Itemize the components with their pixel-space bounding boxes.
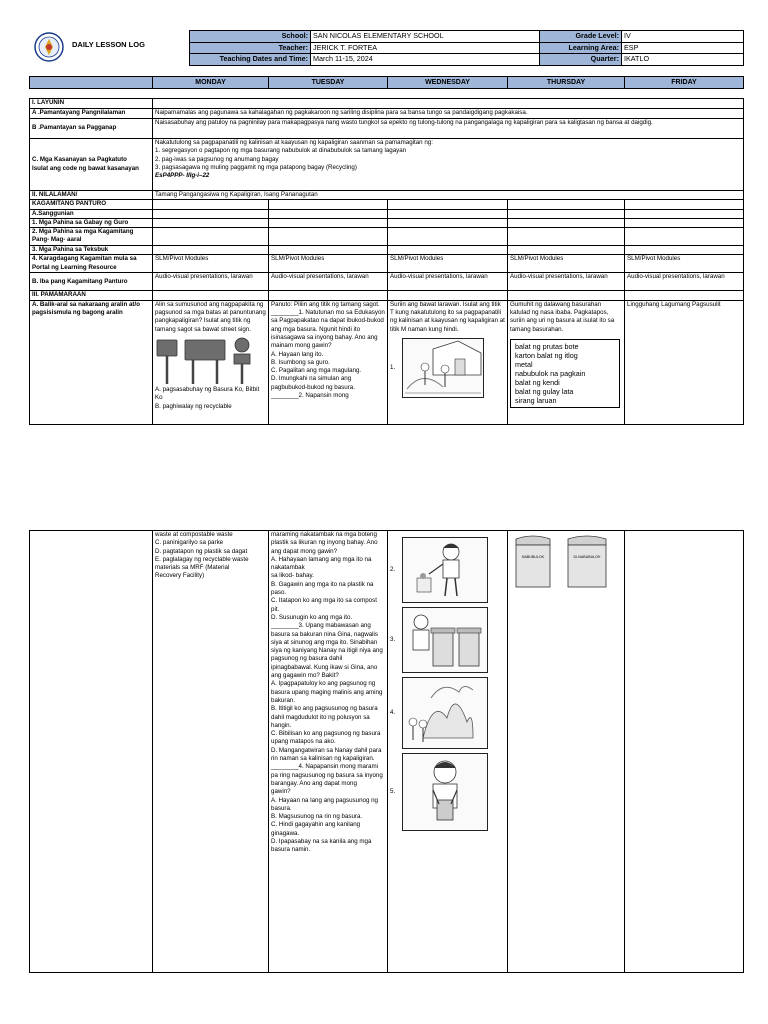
tuesday-activity-cell bbox=[269, 300, 388, 424]
monday-continued-cell bbox=[153, 531, 269, 973]
days-corner bbox=[30, 77, 153, 89]
portal-label: 4. Karagdagang Kagamitan mula sa Portal ng Learning Resource bbox=[30, 255, 153, 273]
teksbuk-label: 3. Mga Pahina sa Teksbuk bbox=[30, 246, 153, 255]
thursday-bins-cell bbox=[508, 531, 625, 973]
document-title: DAILY LESSON LOG bbox=[72, 40, 145, 49]
waste-word-list: balat ng prutas bote karton balat ng itlog metal nabubulok na pagkain balat ng kendi balat ng gulay lata sirang laruan bbox=[510, 339, 620, 408]
gabay-guro-label: 1. Mga Pahina sa Gabay ng Guro bbox=[30, 218, 153, 227]
empty-cell bbox=[269, 246, 388, 255]
page2-label-cell bbox=[30, 531, 153, 973]
empty-cell bbox=[625, 246, 744, 255]
wednesday-instruction: Suriin ang bawat larawan. Isulat ang titik T kung nakatutulong ito sa pagpapanatili ng kalinisan at kaayusan ng kapaligiran at titik M naman kung hindi. bbox=[390, 300, 505, 333]
deped-seal bbox=[34, 32, 64, 62]
kasanayan-code: EsP4PPP- IIIg-i–22 bbox=[155, 172, 210, 180]
iba-thursday: Audio-visual presentations, larawan bbox=[508, 273, 625, 291]
pamantayang-pangnilalaman-text: Naipamamalas ang pagunawa sa kahalagahan ng pagkakaroon ng sariling disiplina para sa bansa tungo sa pandaigdigang pagkakaisa. bbox=[153, 109, 744, 119]
wednesday-item-number: 1. bbox=[390, 363, 396, 371]
portal-tuesday: SLM/Pivot Modules bbox=[269, 255, 388, 273]
iba-friday: Audio-visual presentations, larawan bbox=[625, 273, 744, 291]
wednesday-item-number: 4. bbox=[390, 708, 396, 716]
empty-cell bbox=[508, 218, 625, 227]
kasanayan-label: C. Mga Kasanayan sa Pagkatuto Isulat ang code ng bawat kasanayan bbox=[30, 139, 153, 191]
area-label: Learning Area: bbox=[540, 42, 622, 54]
teacher-value: JERICK T. FORTEA bbox=[311, 42, 540, 54]
lesson-table-page2 bbox=[29, 530, 744, 973]
day-thursday: THURSDAY bbox=[508, 77, 625, 89]
trash-bins-image bbox=[510, 533, 622, 592]
bin-di-nabubulok-label: DI-NABUBULOK bbox=[573, 555, 601, 559]
empty-cell bbox=[625, 209, 744, 218]
nilalaman-label: II. NILALAMAN/ bbox=[30, 191, 153, 200]
thursday-activity-cell bbox=[508, 300, 625, 424]
empty-cell bbox=[388, 291, 508, 300]
monday-activity-cell bbox=[153, 300, 269, 424]
wednesday-activity-cell bbox=[388, 300, 508, 424]
burning-trash-image bbox=[402, 677, 488, 749]
grade-label: Grade Level: bbox=[540, 31, 622, 43]
empty-cell bbox=[508, 228, 625, 246]
empty-cell bbox=[153, 246, 269, 255]
layunin-label: I. LAYUNIN bbox=[30, 99, 153, 109]
empty-cell bbox=[153, 228, 269, 246]
day-monday: MONDAY bbox=[153, 77, 269, 89]
empty-cell bbox=[388, 228, 508, 246]
wednesday-item-number: 2. bbox=[390, 565, 396, 573]
school-label: School: bbox=[190, 31, 311, 43]
pamamaraan-label: III. PAMAMARAAN bbox=[30, 291, 153, 300]
empty-cell bbox=[508, 246, 625, 255]
pamantayan-pagganap-label: B .Pamantayan sa Pagganap bbox=[30, 119, 153, 139]
quarter-value: IKATLO bbox=[622, 54, 744, 66]
day-wednesday: WEDNESDAY bbox=[388, 77, 508, 89]
kagamitang-mag-aaral-label: 2. Mga Pahina sa mga Kagamitang Pang- Mag- aaral bbox=[30, 228, 153, 246]
empty-cell bbox=[508, 200, 625, 209]
tuesday-questions-part2: maraming nakatambak na mga boteng plastik sa likuran ng inyong bahay. Ano ang dapat mong gawin? A. Hahayaan lamang ang mga ito na nakatambak sa likod- bahay. B. Gagawin ang mga ito na plastik na paso. C. Itatapon ko ang mga ito sa compost pit. D. Susunugin ko ang mga ito. ________3. Upang mabawasan ang basura sa bakuran nina Gina, nagwalis siya at sinunog ang mga ito. Sinabihan siya ng kaniyang Nanay na itigil niya ang pagsunog ng basura dahil ipinagbabawal. Kung ikaw si Gina, ano ang gagawin mo? Bakit? A. Ipagpapatuloy ko ang pagsunog ng basura upang maging malinis ang aming bakuran. B. Ititigil ko ang pagsusunog ng basura dahil magdudulot ito ng polusyon sa hangin. C. Bibilisan ko ang pagsunog ng basura upang matapos na ako. D. Mangangatwiran sa Nanay dahil para rin naman sa kalinisan ng kapaligiran. ________4. Napapansin mong marami pa ring nagsusunog ng basura sa inyong barangay. Ano ang dapat mong gawin? A. Hayaan na lang ang pagsusunog ng basura. B. Magsusunog na rin ng basura. C. Hindi gagayahin ang kanilang ginagawa. D. Ipapasabay na sa kanila ang mga basura namin. bbox=[271, 531, 383, 854]
days-header-row bbox=[29, 76, 744, 89]
segregation-bins-image bbox=[402, 607, 488, 673]
street-signs-image bbox=[155, 336, 266, 386]
portal-wednesday: SLM/Pivot Modules bbox=[388, 255, 508, 273]
empty-cell bbox=[388, 209, 508, 218]
pamantayang-pangnilalaman-label: A .Pamantayang Pangnilalaman bbox=[30, 109, 153, 119]
kagamitang-panturo-label: KAGAMITANG PANTURO bbox=[30, 200, 153, 209]
sanggunian-label: A.Sanggunian bbox=[30, 209, 153, 218]
dates-label: Teaching Dates and Time: bbox=[190, 54, 311, 66]
day-tuesday: TUESDAY bbox=[269, 77, 388, 89]
empty-cell bbox=[153, 209, 269, 218]
school-value: SAN NICOLAS ELEMENTARY SCHOOL bbox=[311, 31, 540, 43]
empty-cell bbox=[388, 218, 508, 227]
header-info-table bbox=[189, 30, 744, 66]
empty-cell bbox=[388, 200, 508, 209]
portal-thursday: SLM/Pivot Modules bbox=[508, 255, 625, 273]
grade-value: IV bbox=[622, 31, 744, 43]
empty-cell bbox=[508, 291, 625, 300]
boy-throwing-trash-image bbox=[402, 537, 488, 603]
layunin-empty bbox=[153, 99, 744, 109]
thursday-instruction: Gumuhit ng dalawang basurahan katulad ng nasa ibaba. Pagkatapos, suriin ang uri ng basura at isulat ito sa tamang basurahan. bbox=[510, 300, 615, 333]
portal-friday: SLM/Pivot Modules bbox=[625, 255, 744, 273]
iba-wednesday: Audio-visual presentations, larawan bbox=[388, 273, 508, 291]
iba-pang-kagamitan-label: B. Iba pang Kagamitang Panturo bbox=[30, 273, 153, 291]
friday-activity-cell bbox=[625, 300, 744, 424]
empty-cell bbox=[153, 218, 269, 227]
empty-cell bbox=[388, 246, 508, 255]
kasanayan-text: Nakatutulong sa pagpapanatili ng kalinisan at kaayusan ng kapaligiran saanman sa pamamagitan ng: 1. segregasyon o pagtapon ng mga basurang nabubulok at dinabubulok sa tamang lagayan 2. pag-iwas sa pagsunog ng anumang bagay 3. pagsasagawa ng muling paggamit ng mga patapong bagay (Recycling) bbox=[155, 139, 433, 171]
friday-continued-cell bbox=[625, 531, 744, 973]
portal-monday: SLM/Pivot Modules bbox=[153, 255, 269, 273]
friday-activity: Lingguhang Lagumang Pagsusulit bbox=[627, 300, 721, 308]
empty-cell bbox=[625, 291, 744, 300]
tuesday-continued-cell bbox=[269, 531, 388, 973]
child-recycling-image bbox=[402, 753, 488, 831]
empty-cell bbox=[269, 200, 388, 209]
bin-nabubulok-label: NABUBULOK bbox=[521, 555, 545, 559]
empty-cell bbox=[269, 291, 388, 300]
day-friday: FRIDAY bbox=[625, 77, 744, 89]
iba-monday: Audio-visual presentations, larawan bbox=[153, 273, 269, 291]
pamantayan-pagganap-text: Naisasabuhay ang patuloy na pagninilay para makapagpasya nang wasto tungkol sa epekto ng tulong-tulong na pangangalaga ng kapaligiran para sa kaligtasan ng bansa at daigdig. bbox=[153, 119, 744, 139]
wednesday-item-number: 5. bbox=[390, 787, 396, 795]
monday-choices-top: A. pagsasabuhay ng Basura Ko, Bitbit Ko B. paghiwalay ng recyclable bbox=[155, 385, 260, 410]
house-cleaning-image bbox=[402, 338, 484, 398]
empty-cell bbox=[153, 291, 269, 300]
monday-choices-continued: waste at compostable waste C. paninigarilyo sa parke D. pagtatapon ng plastik sa dagat E. paglalagay ng recyclable waste materials sa MRF (Material Recovery Facility) bbox=[155, 531, 249, 580]
monday-instruction: Alin sa sumusunod ang nagpapakita ng pagsunod sa mga batas at panuntunang pangkapaligiran? Isulat ang titik ng tamang sagot sa bawat street sign. bbox=[155, 300, 266, 333]
nilalaman-text: Tamang Pangangasiwa ng Kapaligiran, Isang Pananagutan bbox=[153, 191, 744, 200]
area-value: ESP bbox=[622, 42, 744, 54]
iba-tuesday: Audio-visual presentations, larawan bbox=[269, 273, 388, 291]
empty-cell bbox=[625, 200, 744, 209]
empty-cell bbox=[269, 218, 388, 227]
empty-cell bbox=[269, 228, 388, 246]
wednesday-images-cell bbox=[388, 531, 508, 973]
kasanayan-cell bbox=[153, 139, 744, 191]
quarter-label: Quarter: bbox=[540, 54, 622, 66]
empty-cell bbox=[625, 228, 744, 246]
empty-cell bbox=[153, 200, 269, 209]
teacher-label: Teacher: bbox=[190, 42, 311, 54]
lesson-table-page1 bbox=[29, 98, 744, 425]
balik-aral-label: A. Balik-aral sa nakaraang aralin at/o pagsisismula ng bagong aralin bbox=[30, 300, 153, 424]
empty-cell bbox=[625, 218, 744, 227]
empty-cell bbox=[508, 209, 625, 218]
empty-cell bbox=[269, 209, 388, 218]
tuesday-questions-part1: Panuto: Piliin ang titik ng tamang sagot. ________1. Natutunan mo sa Edukasyon sa Pagpapakatao na dapat ibukod-bukod ang mga basura. Ngunit hindi ito isinasagawa sa inyong bahay. Ano ang mainam mong gawin? A. Hayaan lang ito. B. Isumbong sa guro. C. Pagalitan ang mga magulang. D. Imungkahi na simulan ang pagbubukod-bukod ng basura. ________2. Napansin mong bbox=[271, 300, 385, 400]
wednesday-item-number: 3. bbox=[390, 635, 396, 643]
dates-value: March 11-15, 2024 bbox=[311, 54, 540, 66]
